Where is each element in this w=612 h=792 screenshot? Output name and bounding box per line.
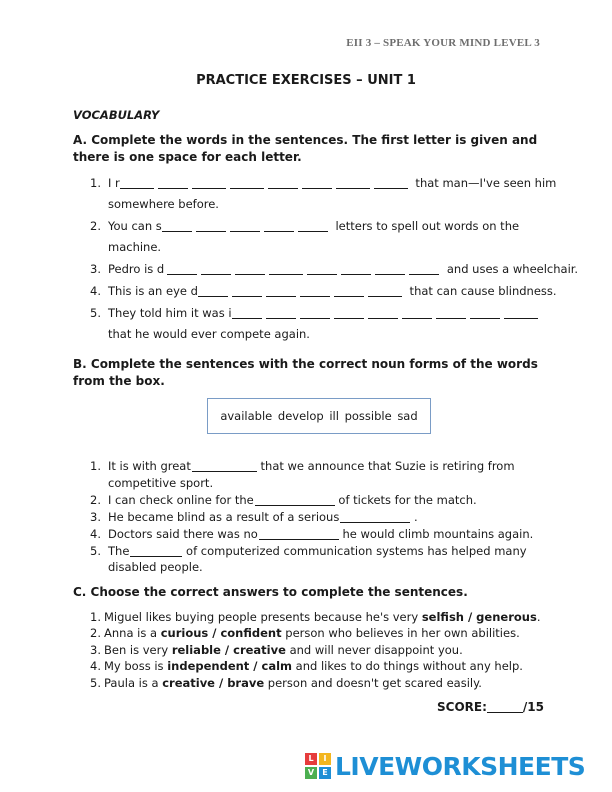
b4-blank[interactable]: [259, 527, 339, 540]
a4-line: [108, 284, 557, 298]
a5-blank-5[interactable]: [368, 306, 398, 319]
a5-blank-6[interactable]: [402, 306, 432, 319]
a2-after: letters to spell out words on the: [331, 219, 520, 233]
a3-blank-7[interactable]: [375, 262, 405, 275]
c2-number: 2.: [90, 626, 101, 640]
a3-blank-3[interactable]: [235, 262, 265, 275]
b1-before: It is with great: [108, 459, 191, 473]
a4-before: This is an eye d: [108, 284, 198, 298]
section-a-instruction: A. Complete the words in the sentences. The first letter is given and there is one space for each letter.: [73, 133, 538, 164]
b5-number: 5.: [90, 544, 101, 558]
liveworksheets-logo: [305, 752, 585, 780]
a4-blank-1[interactable]: [198, 284, 228, 297]
vocabulary-heading: VOCABULARY: [73, 108, 160, 122]
a1-continuation: somewhere before.: [108, 197, 219, 211]
a3-blank-8[interactable]: [409, 262, 439, 275]
a1-before: I r: [108, 176, 120, 190]
logo-square-e: E: [319, 767, 331, 779]
c3-choice[interactable]: reliable / creative: [171, 643, 286, 657]
logo-square-i: I: [319, 753, 331, 765]
a3-blank-1[interactable]: [167, 262, 197, 275]
a2-blank-1[interactable]: [162, 219, 192, 232]
c3-number: 3.: [90, 643, 101, 657]
b2-blank[interactable]: [255, 493, 335, 506]
a2-continuation: machine.: [108, 240, 162, 254]
b2-number: 2.: [90, 493, 101, 507]
b5-continuation: disabled people.: [108, 560, 203, 574]
a4-blank-6[interactable]: [368, 284, 402, 297]
logo-square-v: V: [305, 767, 317, 779]
c5-number: 5.: [90, 676, 101, 690]
a1-line: [108, 176, 556, 190]
c4-number: 4.: [90, 659, 101, 673]
c5-after: person and doesn't get scared easily.: [264, 676, 482, 690]
score-line: [437, 700, 544, 714]
a5-blank-9[interactable]: [504, 306, 538, 319]
c3-before: Ben is very: [104, 643, 172, 657]
b3-blank[interactable]: [340, 510, 410, 523]
b1-line: [108, 459, 515, 473]
a4-blank-4[interactable]: [300, 284, 330, 297]
a3-blank-6[interactable]: [341, 262, 371, 275]
b1-continuation: competitive sport.: [108, 476, 214, 490]
a1-blank-6[interactable]: [302, 176, 332, 189]
a5-blank-4[interactable]: [334, 306, 364, 319]
a1-blank-7[interactable]: [336, 176, 370, 189]
section-b-instruction: B. Complete the sentences with the correct noun forms of the words from the box.: [73, 357, 538, 388]
a2-blank-3[interactable]: [230, 219, 260, 232]
document-header: EII 3 – SPEAK YOUR MIND LEVEL 3: [346, 37, 540, 49]
a1-blank-3[interactable]: [192, 176, 226, 189]
b5-after: of computerized communication systems has helped many: [182, 544, 527, 558]
a4-blank-3[interactable]: [266, 284, 296, 297]
logo-squares-icon: [305, 753, 331, 779]
c4-before: My boss is: [104, 659, 168, 673]
a3-line: [108, 262, 578, 276]
section-c-instruction: C. Choose the correct answers to complete the sentences.: [73, 585, 468, 599]
a5-blank-1[interactable]: [232, 306, 262, 319]
b2-after: of tickets for the match.: [334, 493, 477, 507]
c3-line: [104, 643, 463, 657]
a4-blank-2[interactable]: [232, 284, 262, 297]
page-title: PRACTICE EXERCISES – UNIT 1: [196, 73, 416, 88]
a4-number: 4.: [90, 284, 101, 298]
b5-before: The: [108, 544, 130, 558]
a1-blank-1[interactable]: [120, 176, 154, 189]
c4-line: [104, 659, 523, 673]
a1-number: 1.: [90, 176, 101, 190]
b5-line: [108, 544, 527, 558]
score-total: /15: [522, 700, 544, 714]
b3-before: He became blind as a result of a serious: [108, 510, 340, 524]
a2-blank-2[interactable]: [196, 219, 226, 232]
b3-number: 3.: [90, 510, 101, 524]
a3-blank-2[interactable]: [201, 262, 231, 275]
b1-blank[interactable]: [192, 459, 257, 472]
a2-line: [108, 219, 519, 233]
a2-blank-5[interactable]: [298, 219, 328, 232]
b3-line: [108, 510, 418, 524]
b1-number: 1.: [90, 459, 101, 473]
logo-text: LIVEWORKSHEETS: [335, 751, 586, 781]
a2-before: You can s: [108, 219, 162, 233]
a3-after: and uses a wheelchair.: [443, 262, 579, 276]
b4-after: he would climb mountains again.: [338, 527, 534, 541]
a2-blank-4[interactable]: [264, 219, 294, 232]
a4-blank-5[interactable]: [334, 284, 364, 297]
c2-before: Anna is a: [104, 626, 161, 640]
a3-number: 3.: [90, 262, 101, 276]
a1-blank-5[interactable]: [268, 176, 298, 189]
c3-after: and will never disappoint you.: [285, 643, 463, 657]
b2-before: I can check online for the: [108, 493, 254, 507]
a5-blank-8[interactable]: [470, 306, 500, 319]
c2-choice[interactable]: curious / confident: [160, 626, 282, 640]
a1-blank-8[interactable]: [374, 176, 408, 189]
a1-blank-2[interactable]: [158, 176, 188, 189]
c1-before: Miguel likes buying people presents because he's very: [104, 610, 422, 624]
c5-before: Paula is a: [104, 676, 163, 690]
b4-line: [108, 527, 533, 541]
a3-before: Pedro is d: [108, 262, 165, 276]
c4-after: and likes to do things without any help.: [292, 659, 523, 673]
a5-before: They told him it was i: [108, 306, 232, 320]
c4-choice[interactable]: independent / calm: [167, 659, 293, 673]
a5-line: [108, 306, 542, 320]
c5-choice[interactable]: creative / brave: [162, 676, 265, 690]
b3-after: .: [410, 510, 418, 524]
score-label: SCORE:: [437, 700, 487, 714]
c1-number: 1.: [90, 610, 101, 624]
c1-choice[interactable]: selfish / generous: [421, 610, 537, 624]
c2-line: [104, 626, 520, 640]
a5-blank-2[interactable]: [266, 306, 296, 319]
b1-after: that we announce that Suzie is retiring from: [256, 459, 515, 473]
c5-line: [104, 676, 482, 690]
b4-number: 4.: [90, 527, 101, 541]
a5-blank-3[interactable]: [300, 306, 330, 319]
a5-continuation: that he would ever compete again.: [108, 327, 310, 341]
score-blank[interactable]: [487, 700, 523, 713]
b5-blank[interactable]: [130, 544, 182, 557]
logo-square-l: L: [305, 753, 317, 765]
a5-number: 5.: [90, 306, 101, 320]
a2-number: 2.: [90, 219, 101, 233]
a1-after: that man—I've seen him: [411, 176, 557, 190]
a5-blank-7[interactable]: [436, 306, 466, 319]
word-box: available develop ill possible sad: [207, 398, 431, 434]
c1-after: .: [536, 610, 541, 624]
c2-after: person who believes in her own abilities.: [281, 626, 520, 640]
a3-blank-5[interactable]: [307, 262, 337, 275]
c1-line: [104, 610, 540, 624]
a3-blank-4[interactable]: [269, 262, 303, 275]
a1-blank-4[interactable]: [230, 176, 264, 189]
b4-before: Doctors said there was no: [108, 527, 258, 541]
b2-line: [108, 493, 477, 507]
a4-after: that can cause blindness.: [405, 284, 557, 298]
